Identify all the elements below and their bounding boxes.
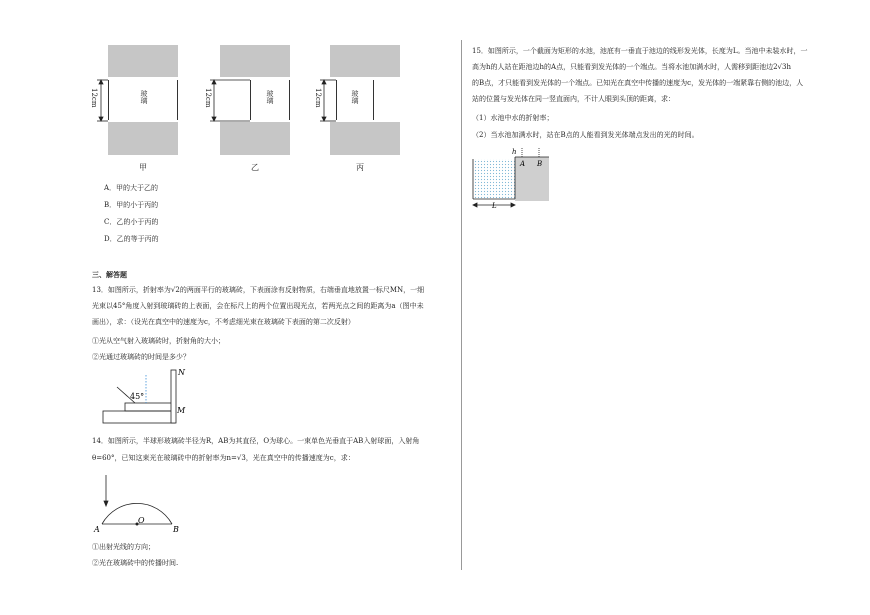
q13-line-3: 画出），求：（设光在真空中的速度为c，不考虑细光束在玻璃砖下表面的第二次反射） <box>92 318 355 326</box>
section-title: 三、解答题 <box>92 270 127 279</box>
figure-label-jia: 甲 <box>139 163 147 172</box>
q15-line-3: 的B点，才只能看到发光体的一个端点。已知光在真空中传播的速度为c，发光体的一端紧靠右侧的池边，人 <box>472 79 804 87</box>
column-divider <box>461 40 462 570</box>
glass-yi-text: 玻璃 <box>266 90 274 104</box>
q13-sub-2: ②光通过玻璃砖的时间是多少？ <box>92 353 190 361</box>
q15-line-4: 站的位置与发光体在同一竖直面内，不计人眼到头顶的距离，求： <box>472 95 675 103</box>
glass-bing-height-label: 12cm <box>314 88 322 108</box>
q15-line-2: 高为h的人站在距池边h的A点，只能看到发光体的一个端点。当将水池加满水时，人需移到距池边2√3h <box>472 63 791 71</box>
q12-option-d: D．乙的等于丙的 <box>104 235 159 243</box>
figure-label-yi: 乙 <box>251 163 259 172</box>
q15-figure <box>468 145 558 210</box>
q15-label-h: h <box>512 148 517 156</box>
q14-label-b: B <box>173 525 179 534</box>
q15-sub-1: （1）水池中水的折射率； <box>472 114 554 122</box>
q14-figure <box>92 470 192 536</box>
q13-line-2: 光束以45°角度入射到玻璃砖的上表面，会在标尺上的两个位置出现光点，若两光点之间的距离为a（图中未 <box>92 302 424 310</box>
q14-label-o: O <box>138 516 145 525</box>
q14-line-2: θ=60°，已知这束光在玻璃砖中的折射率为n=√3，光在真空中的传播速度为c，求： <box>92 454 355 462</box>
glass-jia-text: 玻璃 <box>140 90 148 104</box>
q14-label-a: A <box>94 525 100 534</box>
q14-sub-1: ①出射光线的方向； <box>92 543 155 551</box>
q13-sub-1: ①光从空气射入玻璃砖时，折射角的大小； <box>92 337 225 345</box>
q15-sub-2: （2）当水池加满水时，站在B点的人能看到发光体端点发出的光的时间。 <box>472 131 699 139</box>
q13-line-1: 13．如图所示，折射率为√2的两面平行的玻璃砖，下表面涂有反射物质，右端垂直地放置一标尺MN，一细 <box>92 286 425 294</box>
q13-angle-label: 45° <box>130 392 145 401</box>
glass-jia-height-label: 12cm <box>90 88 98 108</box>
glass-yi-height-label: 12cm <box>204 88 212 108</box>
q15-label-a: A <box>520 160 526 168</box>
q13-label-m: M <box>177 406 186 415</box>
q12-option-c: C．乙的小于丙的 <box>104 218 159 226</box>
figure-label-bing: 丙 <box>356 163 364 172</box>
q13-figure <box>95 365 205 430</box>
q14-sub-2: ②光在玻璃砖中的传播时间. <box>92 559 179 567</box>
glass-bing-text: 玻璃 <box>351 90 359 104</box>
q15-line-1: 15．如图所示，一个截面为矩形的水池，池底有一垂直于池边的线形发光体，长度为L。当池中未装水时，一 <box>472 47 808 55</box>
q13-label-n: N <box>178 368 185 377</box>
q12-option-b: B．甲的小于丙的 <box>104 201 159 209</box>
q12-option-a: A．甲的大于乙的 <box>104 184 159 192</box>
q14-line-1: 14．如图所示，半球形玻璃砖半径为R，AB为其直径，O为球心。一束单色光垂直于AB入射球面，入射角 <box>92 437 420 445</box>
dimension-arrows <box>0 0 460 200</box>
q15-label-b: B <box>537 160 543 168</box>
q15-label-l: L <box>492 202 497 210</box>
